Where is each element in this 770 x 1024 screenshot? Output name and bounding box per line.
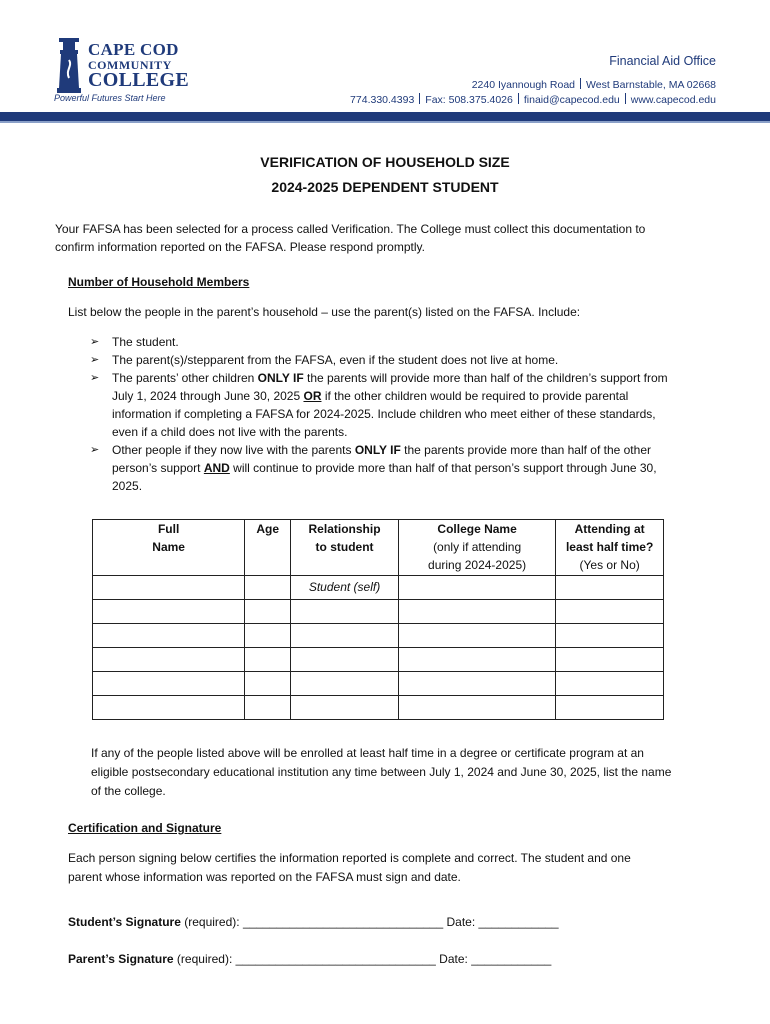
name-cell[interactable] xyxy=(93,672,245,696)
header-rule xyxy=(0,112,770,121)
certification-line-2: parent whose information was reported on the FAFSA must sign and date. xyxy=(68,870,461,884)
age-cell[interactable] xyxy=(245,624,291,648)
table-row xyxy=(93,672,664,696)
household-heading: Number of Household Members xyxy=(68,275,250,289)
list-item: ➢ The parents’ other children ONLY IF the parents will provide more than half of the children’s support from July 1, 2024 through June 30, 2025 OR if the other children would be required to provide parental information if completing a FAFSA for 2024-2025. Include children who meet either of these standards, even if a child does not live with the parents. xyxy=(90,371,668,439)
attending-cell[interactable] xyxy=(556,600,664,624)
name-cell[interactable] xyxy=(93,576,245,600)
college-cell[interactable] xyxy=(398,696,555,720)
street: 2240 Iyannough Road xyxy=(471,79,576,91)
college-logo xyxy=(52,38,190,104)
college-cell[interactable] xyxy=(398,600,555,624)
student-signature-line: Student’s Signature (required): ______________________________ Date: ____________ xyxy=(68,915,559,929)
include-list xyxy=(90,333,720,495)
age-cell[interactable] xyxy=(245,648,291,672)
list-item: ➢ The student. xyxy=(90,335,179,349)
age-cell[interactable] xyxy=(245,696,291,720)
table-row xyxy=(93,648,664,672)
city: West Barnstable, MA 02668 xyxy=(586,79,716,91)
college-cell[interactable] xyxy=(398,624,555,648)
parent-date-field[interactable]: ____________ xyxy=(471,952,552,966)
age-cell[interactable] xyxy=(245,576,291,600)
list-item: ➢ The parent(s)/stepparent from the FAFSA, even if the student does not live at home. xyxy=(90,353,559,367)
name-cell[interactable] xyxy=(93,624,245,648)
age-cell[interactable] xyxy=(245,600,291,624)
relationship-cell[interactable] xyxy=(291,648,399,672)
phone: 774.330.4393 xyxy=(350,94,415,106)
address-line xyxy=(472,78,716,91)
office-name: Financial Aid Office xyxy=(609,54,716,68)
arrow-bullet-icon: ➢ xyxy=(90,372,100,384)
email-link[interactable]: finaid@capecod.edu xyxy=(523,94,620,106)
table-row xyxy=(93,576,664,600)
arrow-bullet-icon: ➢ xyxy=(90,354,100,366)
table-header-row xyxy=(93,520,664,576)
attending-cell[interactable] xyxy=(556,576,664,600)
certification-heading: Certification and Signature xyxy=(68,821,222,835)
list-item: ➢ Other people if they now live with the parents ONLY IF the parents provide more than half of the other person’s support AND will continue to provide more than half of that person’s support through June 30, 2025. xyxy=(90,443,657,493)
col-age: Age xyxy=(245,520,291,576)
parent-signature-field[interactable]: ______________________________ xyxy=(235,952,436,966)
table-row xyxy=(93,696,664,720)
attending-cell[interactable] xyxy=(556,696,664,720)
parent-signature-label: Parent’s Signature xyxy=(68,952,174,966)
table-row xyxy=(93,600,664,624)
fax: Fax: 508.375.4026 xyxy=(425,94,513,106)
enrolled-note-line-3: of the college. xyxy=(91,784,166,798)
table-row xyxy=(93,624,664,648)
certification-line-1: Each person signing below certifies the information reported is complete and correct. The student and one xyxy=(68,851,631,865)
name-cell[interactable] xyxy=(93,648,245,672)
name-cell[interactable] xyxy=(93,600,245,624)
separator xyxy=(518,93,519,104)
contact-line xyxy=(350,93,716,106)
header-rule-accent xyxy=(0,121,770,123)
attending-cell[interactable] xyxy=(556,672,664,696)
student-signature-field[interactable]: ______________________________ xyxy=(242,915,444,929)
household-instruction: List below the people in the parent’s household – use the parent(s) listed on the FAFSA. Include: xyxy=(68,305,581,319)
parent-signature-line: Parent’s Signature (required): ______________________________ Date: ____________ xyxy=(68,952,552,966)
college-cell[interactable] xyxy=(398,576,555,600)
logo-line-1: CAPE COD xyxy=(88,40,179,59)
col-attending: Attending at least half time? (Yes or No) xyxy=(556,520,664,576)
attending-cell[interactable] xyxy=(556,624,664,648)
separator xyxy=(625,93,626,104)
col-relationship: Relationship to student xyxy=(291,520,399,576)
logo-line-2: COMMUNITY xyxy=(88,58,172,72)
logo-tagline: Powerful Futures Start Here xyxy=(54,93,166,103)
enrolled-note-line-1: If any of the people listed above will be enrolled at least half time in a degree or certificate program at an xyxy=(91,746,644,760)
student-date-field[interactable]: ____________ xyxy=(478,915,559,929)
lighthouse-icon xyxy=(56,38,82,96)
attending-cell[interactable] xyxy=(556,648,664,672)
intro-line-1: Your FAFSA has been selected for a process called Verification. The College must collect this documentation to xyxy=(55,222,646,236)
arrow-bullet-icon: ➢ xyxy=(90,444,100,456)
col-college-name: College Name (only if attending during 2024-2025) xyxy=(398,520,555,576)
college-cell[interactable] xyxy=(398,672,555,696)
col-full-name: Full Name xyxy=(93,520,245,576)
separator xyxy=(419,93,420,104)
page-subtitle: 2024-2025 DEPENDENT STUDENT xyxy=(271,179,499,195)
relationship-cell[interactable] xyxy=(291,624,399,648)
college-cell[interactable] xyxy=(398,648,555,672)
relationship-cell[interactable] xyxy=(291,696,399,720)
age-cell[interactable] xyxy=(245,672,291,696)
arrow-bullet-icon: ➢ xyxy=(90,336,100,348)
student-signature-label: Student’s Signature xyxy=(68,915,181,929)
intro-line-2: confirm information reported on the FAFSA. Please respond promptly. xyxy=(55,240,425,254)
relationship-cell[interactable] xyxy=(291,600,399,624)
page-title: VERIFICATION OF HOUSEHOLD SIZE xyxy=(260,154,510,170)
separator xyxy=(580,78,581,89)
enrolled-note-line-2: eligible postsecondary educational institution any time between July 1, 2024 and June 30, 2025, list the name xyxy=(91,765,672,779)
relationship-cell: Student (self) xyxy=(291,576,399,600)
household-table xyxy=(92,519,664,720)
name-cell[interactable] xyxy=(93,696,245,720)
logo-line-3: COLLEGE xyxy=(88,69,190,91)
relationship-cell[interactable] xyxy=(291,672,399,696)
website-link[interactable]: www.capecod.edu xyxy=(630,94,716,106)
